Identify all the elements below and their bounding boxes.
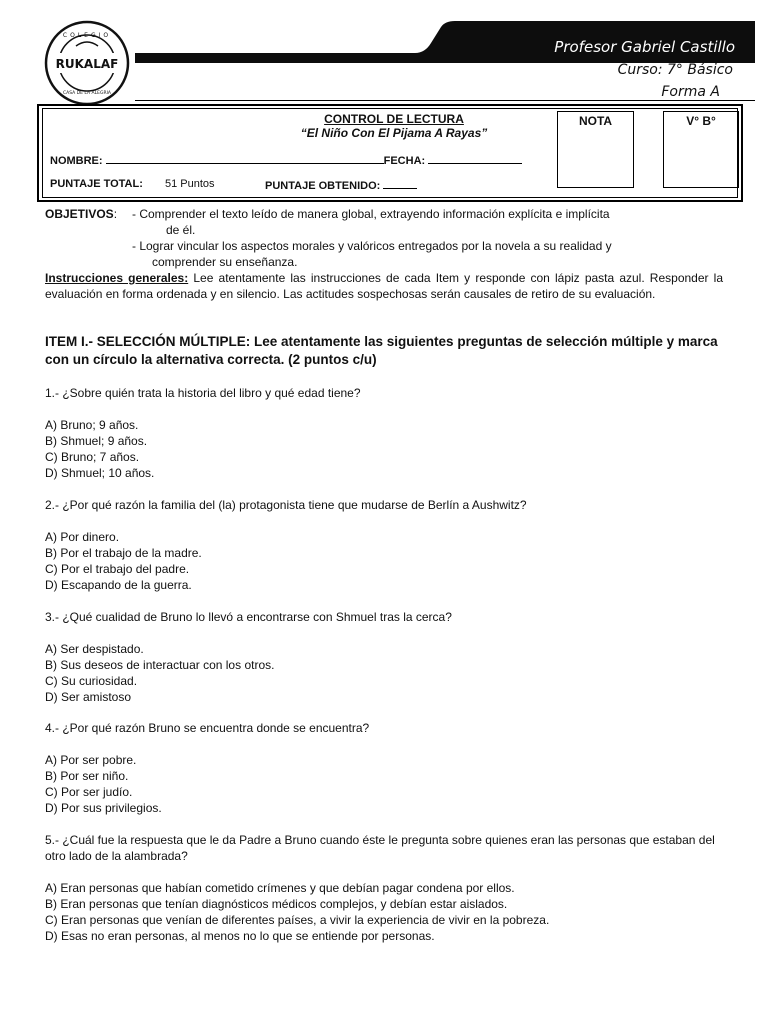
total-score-label: PUNTAJE TOTAL:: [50, 178, 143, 190]
q3-option-b[interactable]: B) Sus deseos de interactuar con los otros.: [45, 658, 275, 672]
instructions-label: Instrucciones generales:: [45, 271, 189, 285]
q5-option-b[interactable]: B) Eran personas que tenían diagnósticos médicos complejos, y debían estar aislados.: [45, 897, 508, 911]
objective-1: - Comprender el texto leído de manera global, extrayendo información explícita e implícita: [132, 207, 610, 221]
q3-option-d[interactable]: D) Ser amistoso: [45, 690, 132, 704]
name-field[interactable]: [106, 153, 384, 164]
q2-option-b[interactable]: B) Por el trabajo de la madre.: [45, 546, 202, 560]
book-title: “El Niño Con El Pijama A Rayas”: [300, 126, 488, 140]
objective-2-cont: comprender su enseñanza.: [152, 255, 298, 269]
q2-option-a[interactable]: A) Por dinero.: [45, 530, 120, 544]
date-label: FECHA:: [383, 155, 426, 167]
grade-label: NOTA: [578, 114, 613, 128]
logo-bottom-text: CASA DE LA ALEGRIA: [63, 91, 111, 96]
q1-option-b[interactable]: B) Shmuel; 9 años.: [45, 434, 148, 448]
item-title: ITEM I.- SELECCIÓN MÚLTIPLE: Lee atentamente las siguientes preguntas de selección múltiple y marca con un círculo la alternativa correcta. (2 puntos c/u): [45, 334, 718, 367]
objectives-label: OBJETIVOS:: [45, 207, 118, 221]
q2-option-c[interactable]: C) Por el trabajo del padre.: [45, 562, 190, 576]
q4-option-c[interactable]: C) Por ser judío.: [45, 785, 133, 799]
q4-option-a[interactable]: A) Por ser pobre.: [45, 753, 137, 767]
q2-option-d[interactable]: D) Escapando de la guerra.: [45, 578, 192, 592]
school-logo: [44, 20, 130, 106]
instructions-text: Lee atentamente las instrucciones de cada Item y responde con lápiz pasta azul. Responder la evaluación en forma ordenada y en silencio. Las actitudes sospechosas serán causales de retiro de su evaluación.: [45, 271, 723, 301]
q1-option-d[interactable]: D) Shmuel; 10 años.: [45, 466, 155, 480]
question-4: 4.- ¿Por qué razón Bruno se encuentra donde se encuentra?: [45, 721, 370, 735]
q5-option-c[interactable]: C) Eran personas que venían de diferentes países, a vivir la experiencia de vivir en la pobreza.: [45, 913, 550, 927]
general-instructions: [45, 270, 723, 302]
objective-1-cont: de él.: [166, 223, 196, 237]
question-5: 5.- ¿Cuál fue la respuesta que le da Padre a Bruno cuando éste le pregunta sobre quienes eran las personas que estaban del otro lado de la alambrada?: [45, 833, 715, 863]
question-2: 2.- ¿Por qué razón la familia del (la) protagonista tiene que mudarse de Berlín a Aushwitz?: [45, 498, 527, 512]
q3-option-a[interactable]: A) Ser despistado.: [45, 642, 144, 656]
name-label: NOMBRE:: [50, 155, 103, 167]
q5-option-a[interactable]: A) Eran personas que habían cometido crímenes y que debían pagar condena por ellos.: [45, 881, 515, 895]
form-version: Forma A: [661, 84, 720, 100]
name-date-row: [50, 153, 522, 167]
logo-main-text: RUKALAF: [55, 57, 119, 71]
q5-option-d[interactable]: D) Esas no eran personas, al menos no lo que se entiende por personas.: [45, 929, 435, 943]
objective-2: - Lograr vincular los aspectos morales y valóricos entregados por la novela a su realidad y: [132, 239, 612, 253]
obtained-score-row: [265, 178, 417, 192]
q4-option-b[interactable]: B) Por ser niño.: [45, 769, 129, 783]
obtained-score-field[interactable]: [383, 178, 417, 189]
exam-title: CONTROL DE LECTURA: [324, 112, 464, 126]
q1-option-a[interactable]: A) Bruno; 9 años.: [45, 418, 139, 432]
q4-option-d[interactable]: D) Por sus privilegios.: [45, 801, 162, 815]
teacher-name: Profesor Gabriel Castillo: [554, 38, 735, 56]
obtained-score-label: PUNTAJE OBTENIDO:: [265, 180, 381, 192]
question-3: 3.- ¿Qué cualidad de Bruno lo llevó a encontrarse con Shmuel tras la cerca?: [45, 610, 452, 624]
total-score-value: 51 Puntos: [165, 178, 215, 190]
date-field[interactable]: [428, 153, 522, 164]
header-divider: [135, 100, 755, 101]
question-1: 1.- ¿Sobre quién trata la historia del libro y qué edad tiene?: [45, 386, 361, 400]
q1-option-c[interactable]: C) Bruno; 7 años.: [45, 450, 140, 464]
logo-top-text: COLEGIO: [62, 32, 112, 39]
course-label: Curso: 7° Básico: [617, 62, 733, 78]
approval-label: V° B°: [686, 114, 716, 128]
q3-option-c[interactable]: C) Su curiosidad.: [45, 674, 138, 688]
